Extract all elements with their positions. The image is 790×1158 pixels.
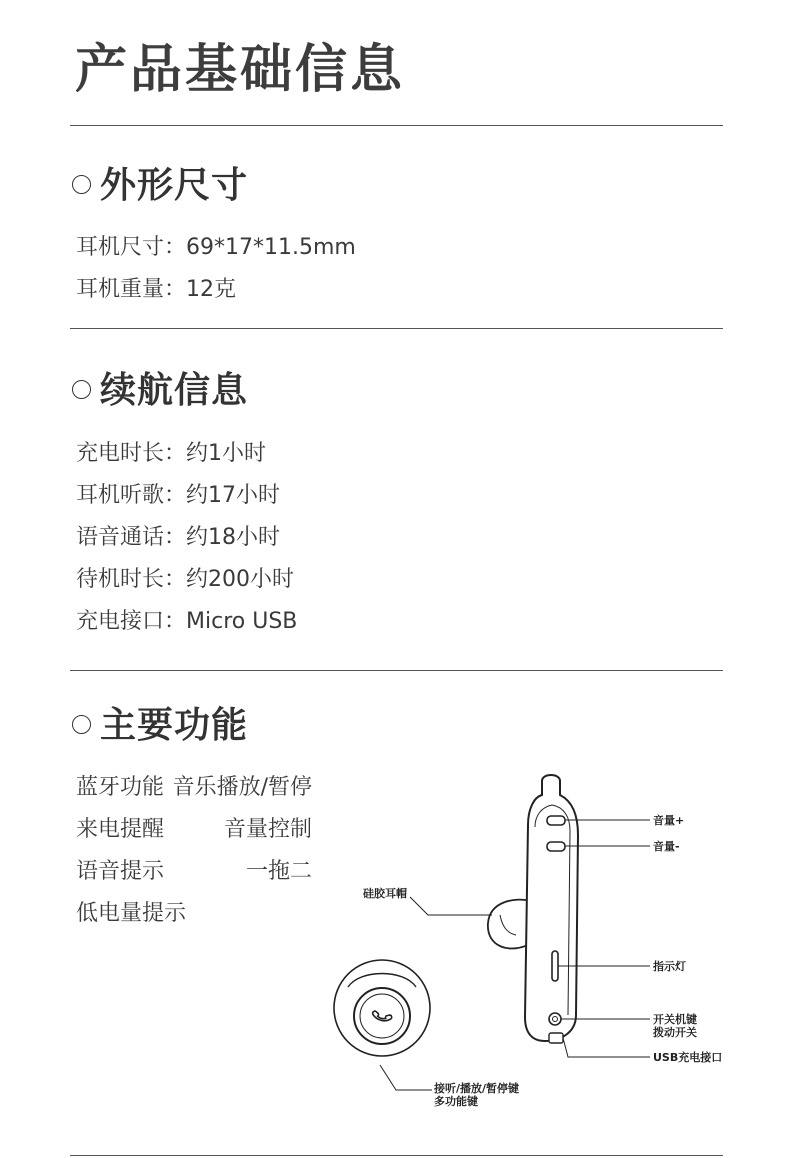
section-heading-features [72,697,248,747]
feature-left: 低电量提示 [76,901,187,926]
divider-bottom [70,1155,723,1156]
feature-row [76,857,312,887]
earphone-body [525,775,578,1041]
spec-label: 语音通话： [76,525,187,550]
label-ear-tip: 硅胶耳帽 [363,887,407,900]
feature-left: 语音提示 [76,859,165,884]
circle-bullet-icon [72,175,91,194]
label-usb-port: USB充电接口 [653,1051,723,1064]
leader-line [410,897,492,915]
spec-value: 约18小时 [186,525,281,550]
label-volume-up: 音量+ [653,814,685,827]
feature-right: 音量控制 [223,817,312,842]
spec-label: 充电接口： [76,609,187,634]
section-title-appearance: 外形尺寸 [100,164,249,206]
volume-up-button [547,816,565,825]
feature-right: 音乐播放/暂停 [172,775,312,800]
circle-bullet-icon [72,715,91,734]
spec-line-charge-port [76,607,297,637]
feature-left: 来电提醒 [76,817,165,842]
power-key [549,1013,561,1025]
divider-battery [70,670,723,671]
spec-label: 耳机尺寸： [76,235,187,260]
divider-top [70,125,723,126]
spec-value: 约1小时 [186,441,267,466]
earphone-diagram [320,765,740,1125]
multi-function-button-inner [360,994,404,1038]
feature-row [76,899,312,929]
feature-right: 一拖二 [245,859,312,884]
spec-line-talk-time [76,523,280,553]
label-multi-key-line1: 接听/播放/暂停键 [434,1082,520,1095]
feature-left: 蓝牙功能 [76,775,165,800]
section-title-battery: 续航信息 [100,369,249,411]
label-volume-down: 音量- [653,840,680,853]
spec-line-weight [76,275,236,305]
leader-line [563,1038,650,1057]
spec-label: 充电时长： [76,441,187,466]
page-title: 产品基础信息 [75,40,406,100]
spec-value: Micro USB [186,609,298,634]
label-indicator: 指示灯 [653,960,686,973]
spec-value: 约200小时 [186,567,295,592]
spec-label: 耳机重量： [76,277,187,302]
section-heading-appearance [72,157,248,207]
leader-line [380,1065,432,1090]
section-title-features: 主要功能 [100,704,249,746]
spec-line-music-time [76,481,280,511]
spec-value: 12克 [186,277,237,302]
spec-line-size [76,233,356,263]
feature-row [76,773,312,803]
spec-line-standby-time [76,565,294,595]
spec-line-charge-time [76,439,266,469]
section-heading-battery [72,362,248,412]
spec-label: 待机时长： [76,567,187,592]
label-toggle-switch: 拨动开关 [653,1026,697,1039]
label-multi-key-line2: 多功能键 [434,1095,478,1108]
circle-bullet-icon [72,380,91,399]
spec-label: 耳机听歌： [76,483,187,508]
divider-appearance [70,328,723,329]
spec-value: 约17小时 [186,483,281,508]
spec-value: 69*17*11.5mm [186,235,356,260]
indicator-light [552,951,558,981]
volume-down-button [547,842,565,851]
label-power-key: 开关机键 [653,1013,697,1026]
feature-row [76,815,312,845]
usb-port [549,1033,563,1043]
